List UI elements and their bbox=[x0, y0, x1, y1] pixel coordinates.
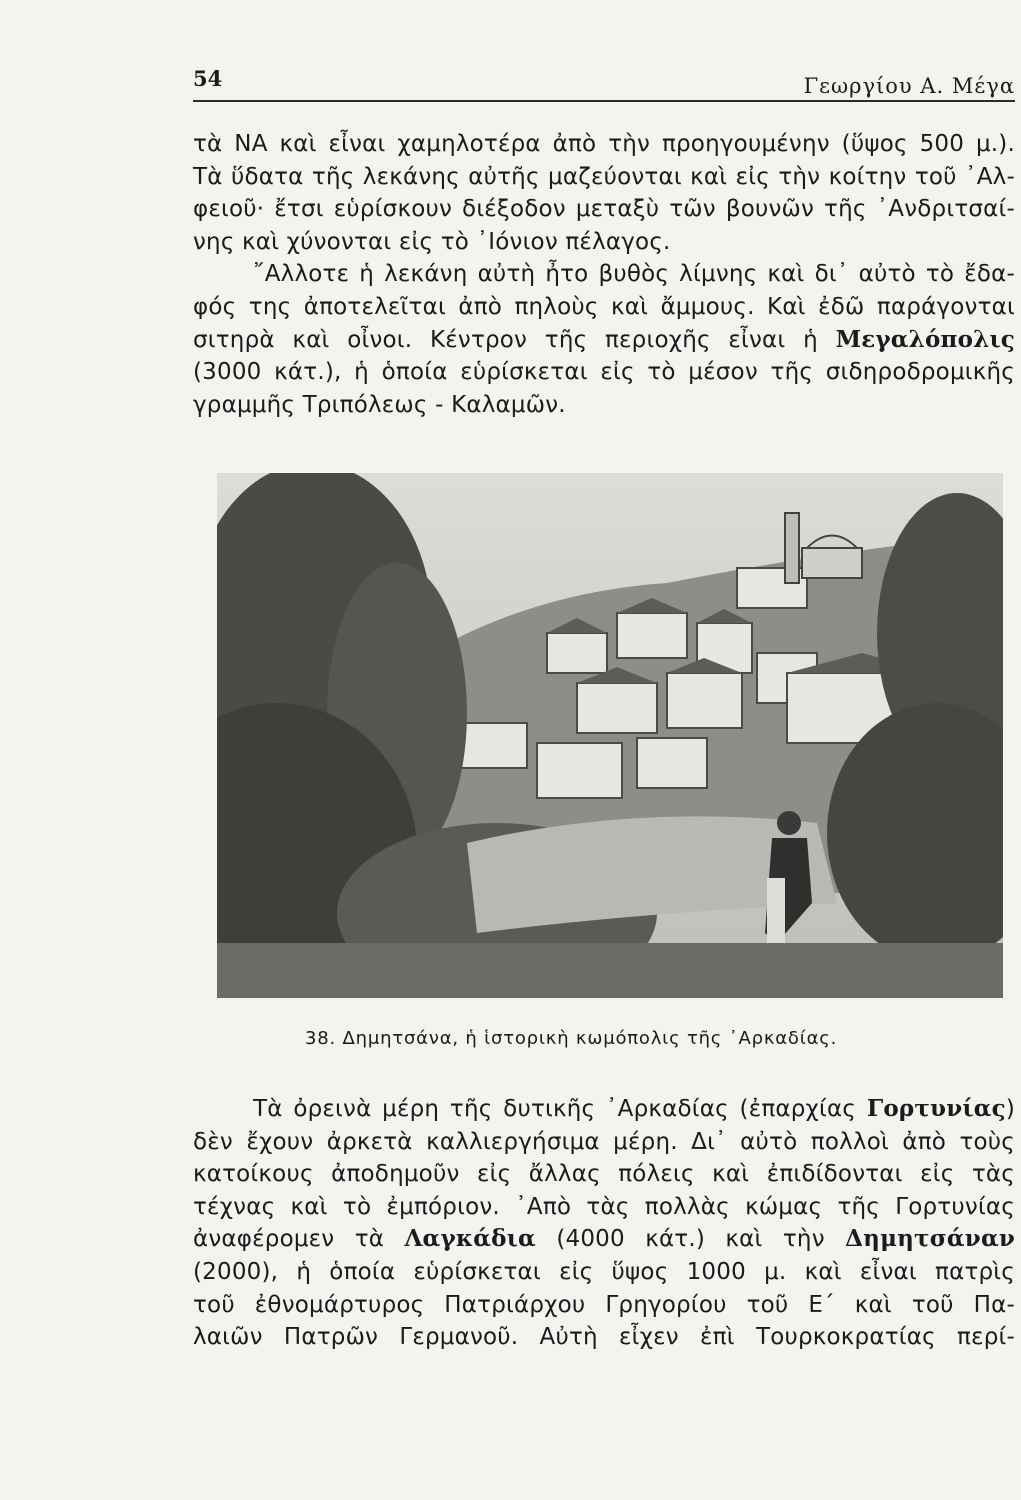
text-segment: (3000 κάτ.), ἡ ὁποία εὑρίσκεται εἰς τὸ μέσον τῆς σιδηροδρομικῆς bbox=[193, 359, 1015, 386]
running-head: Γεωργίου Α. Μέγα bbox=[803, 74, 1015, 98]
bold-term: Δημητσάναν bbox=[845, 1225, 1015, 1253]
bold-term: Μεγαλόπολις bbox=[835, 325, 1015, 353]
text-segment: ) bbox=[1005, 1096, 1015, 1122]
text-line bbox=[193, 161, 1015, 194]
text-segment: τέχνας καὶ τὸ ἐμπόριον. ᾿Απὸ τὰς πολλὰς κώμας τῆς Γορτυνίας bbox=[193, 1193, 1015, 1220]
text-segment: ἀναφέρομεν τὰ bbox=[193, 1226, 405, 1253]
text-segment: σιτηρὰ καὶ οἶνοι. Κέντρον τῆς περιοχῆς εἶναι ἡ bbox=[193, 326, 836, 353]
photograph-dimitsana bbox=[217, 473, 1003, 998]
page-header bbox=[193, 66, 1015, 102]
text-segment: λαιῶν Πατρῶν Γερμανοῦ. Αὐτὴ εἶχεν ἐπὶ Τουρκοκρατίας περί- bbox=[193, 1324, 1015, 1351]
text-segment: Τὰ ὀρεινὰ μέρη τῆς δυτικῆς ᾿Αρκαδίας (ἐπαρχίας bbox=[253, 1096, 867, 1122]
text-segment: τὰ ΝΑ καὶ εἶναι χαμηλοτέρα ἀπὸ τὴν προηγουμένην (ὕψος 500 μ.). bbox=[193, 131, 1015, 157]
text-line bbox=[193, 1126, 1015, 1159]
bold-term: Γορτυνίας bbox=[866, 1095, 1006, 1122]
figure-caption: 38. Δημητσάνα, ἡ ἱστορικὴ κωμόπολις τῆς ᾿Αρκαδίας. bbox=[305, 1028, 838, 1049]
text-segment: δὲν ἔχουν ἀρκετὰ καλλιεργήσιμα μέρη. Δι᾿ αὐτὸ πολλοὶ ἀπὸ τοὺς bbox=[193, 1128, 1015, 1155]
body-text-top bbox=[193, 128, 1015, 421]
text-segment: (4000 κάτ.) καὶ τὴν bbox=[535, 1226, 846, 1253]
text-line bbox=[193, 1093, 1015, 1126]
text-line bbox=[193, 356, 1015, 389]
text-segment: Τὰ ὕδατα τῆς λεκάνης αὐτῆς μαζεύονται καὶ εἰς τὴν κοίτην τοῦ ᾿Αλ- bbox=[193, 163, 1015, 190]
text-segment: κατοίκους ἀποδημοῦν εἰς ἄλλας πόλεις καὶ ἐπιδίδονται εἰς τὰς bbox=[193, 1161, 1015, 1188]
page-number: 54 bbox=[193, 66, 223, 91]
text-line bbox=[193, 193, 1015, 226]
text-line bbox=[193, 226, 1015, 259]
text-segment: ῎Αλλοτε ἡ λεκάνη αὐτὴ ἦτο βυθὸς λίμνης καὶ δι᾿ αὐτὸ τὸ ἔδα- bbox=[253, 261, 1015, 288]
text-line bbox=[193, 1289, 1015, 1322]
text-line bbox=[193, 1223, 1015, 1256]
text-segment: τοῦ ἐθνομάρτυρος Πατριάρχου Γρηγορίου τοῦ Ε΄ καὶ τοῦ Πα- bbox=[193, 1291, 1015, 1318]
text-line bbox=[193, 258, 1015, 291]
text-line bbox=[193, 291, 1015, 324]
text-line bbox=[193, 324, 1015, 357]
text-line bbox=[193, 1191, 1015, 1224]
text-line bbox=[193, 1321, 1015, 1354]
bold-term: Λαγκάδια bbox=[404, 1225, 536, 1253]
text-line bbox=[193, 389, 1015, 422]
text-line bbox=[193, 1256, 1015, 1289]
text-segment: γραμμῆς Τριπόλεως - Καλαμῶν. bbox=[193, 391, 566, 418]
text-line bbox=[193, 128, 1015, 161]
text-segment: φός της ἀποτελεῖται ἀπὸ πηλοὺς καὶ ἄμμους. Καὶ ἐδῶ παράγονται bbox=[193, 293, 1015, 320]
text-segment: (2000), ἡ ὁποία εὑρίσκεται εἰς ὕψος 1000 μ. καὶ εἶναι πατρὶς bbox=[193, 1258, 1015, 1285]
text-segment: νης καὶ χύνονται εἰς τὸ ᾿Ιόνιον πέλαγος. bbox=[193, 228, 671, 255]
text-segment: φειοῦ· ἔτσι εὑρίσκουν διέξοδον μεταξὺ τῶν βουνῶν τῆς ᾿Ανδριτσαί- bbox=[193, 196, 1015, 223]
text-line bbox=[193, 1158, 1015, 1191]
body-text-bottom bbox=[193, 1093, 1015, 1354]
